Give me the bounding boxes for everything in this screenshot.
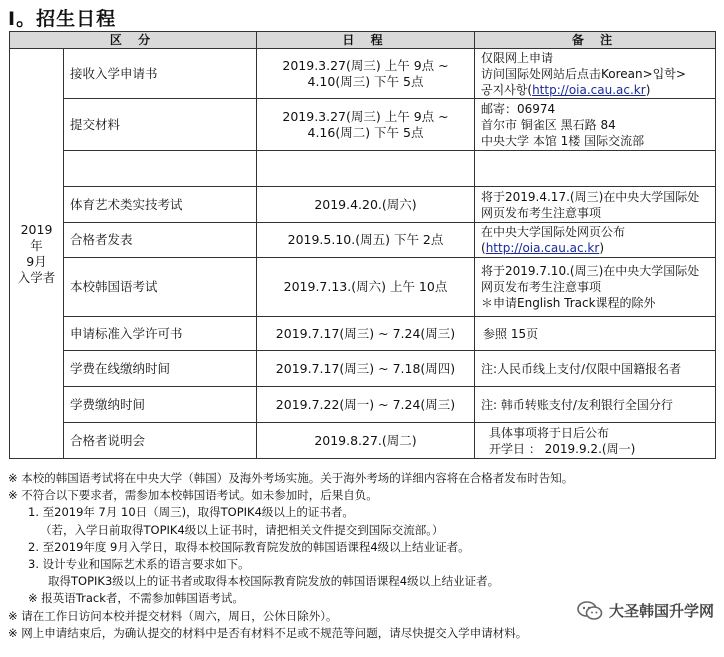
note-cell: 注: 韩币转账支付/友利银行全国分行 bbox=[475, 387, 716, 423]
date-cell: 2019.7.22(周一) ~ 7.24(周三) bbox=[257, 387, 475, 423]
date-line: 4.16(周二) 下午 5点 bbox=[307, 124, 424, 140]
note-line: 中央大学 本馆 1楼 国际交流部 bbox=[481, 133, 645, 148]
category-line: 9月 bbox=[26, 253, 47, 269]
footnote: ※ 本校的韩国语考试将在中央大学（韩国）及海外考场实施。关于海外考场的详细内容将在合格者发布时告知。 bbox=[8, 471, 574, 485]
note-line: 网页发布考生注意事项 bbox=[481, 280, 602, 294]
footnote: 取得TOPIK3级以上的证书者或取得本校国际教育院发放的韩国语课程4级以上结业证者。 bbox=[48, 574, 500, 589]
date-line: 4.10(周三) 下午 5点 bbox=[307, 73, 424, 89]
footnote: ※ 请在工作日访问本校并提交材料（周六，周日，公休日除外）。 bbox=[8, 608, 338, 623]
item-cell bbox=[64, 151, 257, 187]
note-line: 邮寄：06974 bbox=[481, 101, 556, 116]
note-line: 首尔市 铜雀区 黑石路 84 bbox=[481, 117, 616, 132]
date-cell bbox=[257, 151, 475, 187]
item-cell: 本校韩国语考试 bbox=[64, 258, 257, 317]
note-text: 공지사항( bbox=[481, 82, 533, 97]
item-cell: 体育艺术类实技考试 bbox=[64, 187, 257, 223]
schedule-table bbox=[9, 31, 716, 459]
footnote: （若，入学日前取得TOPIK4级以上证书时，请把相关文件提交到国际交流部。） bbox=[40, 522, 444, 537]
note-line: 将于2019.7.10.(周三)在中央大学国际处 bbox=[481, 264, 700, 278]
item-cell: 学费缴纳时间 bbox=[64, 387, 257, 423]
date-line: 2019.3.27(周三) 上午 9点 ~ bbox=[282, 57, 449, 73]
note-text: ) bbox=[599, 241, 604, 255]
note-cell bbox=[475, 258, 716, 317]
page-title: I。招生日程 bbox=[8, 8, 117, 30]
note-line bbox=[481, 82, 709, 98]
note-text: ( bbox=[481, 241, 486, 255]
table-row bbox=[10, 49, 716, 99]
oia-link[interactable]: http://oia.cau.ac.kr bbox=[532, 82, 646, 97]
footnote: 1. 至2019年 7月 10日（周三)，取得TOPIK4级以上的证书者。 bbox=[28, 505, 354, 520]
note-line: 仅限网上申请 bbox=[481, 50, 554, 65]
category-cell bbox=[10, 49, 64, 459]
note-text: ) bbox=[645, 82, 651, 97]
date-cell: 2019.7.17(周三) ~ 7.18(周四) bbox=[257, 351, 475, 387]
note-cell bbox=[475, 423, 716, 459]
header-schedule: 日 程 bbox=[257, 32, 475, 49]
item-cell: 合格者发表 bbox=[64, 223, 257, 258]
watermark bbox=[577, 600, 714, 621]
footnote: 2. 至2019年度 9月入学日，取得本校国际教育院发放的韩国语课程4级以上结业证者。 bbox=[28, 539, 470, 554]
table-row bbox=[10, 387, 716, 423]
note-line: 具体事项将于日后公布 bbox=[489, 425, 610, 440]
item-cell: 提交材料 bbox=[64, 99, 257, 151]
item-cell: 合格者说明会 bbox=[64, 423, 257, 459]
table-row bbox=[10, 317, 716, 351]
footnote: ※ 不符合以下要求者，需参加本校韩国语考试。如未参加时，后果自负。 bbox=[8, 488, 378, 503]
note-line: 网页发布考生注意事项 bbox=[481, 205, 602, 220]
note-cell: 注:人民币线上支付/仅限中国籍报名者 bbox=[475, 351, 716, 387]
note-cell: 参照 15页 bbox=[475, 317, 716, 351]
table-row bbox=[10, 151, 716, 187]
table-row bbox=[10, 187, 716, 223]
footnote: ※ 报英语Track者，不需参加韩国语考试。 bbox=[28, 591, 244, 606]
table-row bbox=[10, 99, 716, 151]
note-cell bbox=[475, 151, 716, 187]
note-line bbox=[481, 240, 709, 256]
oia-link[interactable]: http://oia.cau.ac.kr bbox=[485, 241, 600, 255]
item-cell: 申请标准入学许可书 bbox=[64, 317, 257, 351]
footnote: 3. 设计专业和国际艺术系的语言要求如下。 bbox=[28, 557, 250, 572]
watermark-text: 大圣韩国升学网 bbox=[608, 602, 714, 620]
category-line: 2019年 bbox=[20, 221, 53, 253]
date-cell: 2019.4.20.(周六) bbox=[257, 187, 475, 223]
note-line: 访问国际处网站后点击Korean>입학> bbox=[481, 66, 686, 81]
note-line: 开学日 ： 2019.9.2.(周一) bbox=[489, 441, 636, 456]
category-line: 入学者 bbox=[17, 269, 56, 285]
note-line: 在中央大学国际处网页公布 bbox=[481, 225, 626, 239]
date-cell bbox=[257, 99, 475, 151]
note-line: 将于2019.4.17.(周三)在中央大学国际处 bbox=[481, 189, 700, 204]
header-row bbox=[10, 32, 716, 49]
date-cell bbox=[257, 49, 475, 99]
date-cell: 2019.8.27.(周二) bbox=[257, 423, 475, 459]
date-line: 2019.3.27(周三) 上午 9点 ~ bbox=[282, 108, 449, 124]
table-row bbox=[10, 258, 716, 317]
footnote: ※ 网上申请结束后，为确认提交的材料中是否有材料不足或不规范等问题，请尽快提交入学申请材料。 bbox=[8, 625, 528, 640]
table-row bbox=[10, 223, 716, 258]
table-row bbox=[10, 423, 716, 459]
note-cell bbox=[475, 187, 716, 223]
note-line: ＊申请English Track课程的除外 bbox=[481, 296, 656, 310]
date-cell: 2019.7.13.(周六) 上午 10点 bbox=[257, 258, 475, 317]
note-cell bbox=[475, 99, 716, 151]
note-cell bbox=[475, 49, 716, 99]
note-cell bbox=[475, 223, 716, 258]
item-cell: 学费在线缴纳时间 bbox=[64, 351, 257, 387]
date-cell: 2019.7.17(周三) ~ 7.24(周三) bbox=[257, 317, 475, 351]
table-row bbox=[10, 351, 716, 387]
date-cell: 2019.5.10.(周五) 下午 2点 bbox=[257, 223, 475, 258]
header-remarks: 备 注 bbox=[475, 32, 716, 49]
header-category: 区 分 bbox=[10, 32, 257, 49]
item-cell: 接收入学申请书 bbox=[64, 49, 257, 99]
wechat-icon bbox=[577, 601, 603, 621]
